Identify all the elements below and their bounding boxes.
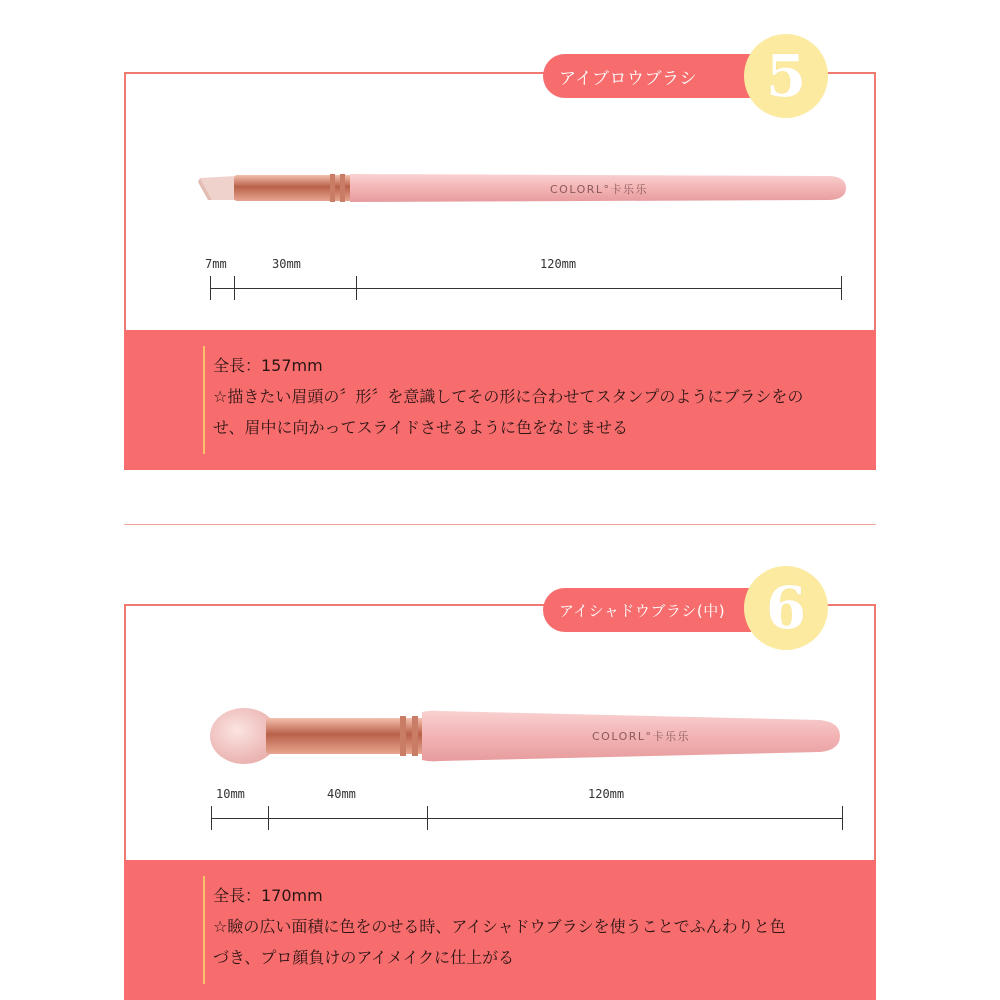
section5-description-line1: ☆描きたい眉頭の〞形〞を意識してその形に合わせてスタンプのようにブラシをの [213,387,804,406]
section6-measure-2: 40mm [327,787,356,801]
section6-tick [427,806,428,830]
section6-brand: COLORL°卡乐乐 [592,730,691,743]
section5-tick [210,276,211,300]
section6-description-line1: ☆瞼の広い面積に色をのせる時、アイシャドウブラシを使うことでふんわりと色 [213,917,786,936]
section6-description-rule [203,876,205,984]
section6-measure-3: 120mm [588,787,625,801]
section5-tick [841,276,842,300]
section5-description-line2: せ、眉中に向かってスライドさせるように色をなじませる [213,418,629,437]
section6-title-text: アイシャドウブラシ(中) [559,601,726,620]
section5-measure-3: 120mm [540,257,577,271]
section5-title [543,54,773,98]
section5-tick [234,276,235,300]
section5-tick [356,276,357,300]
section6-frame-left [124,604,126,864]
section6-total-length: 全長：170mm [213,886,323,905]
section5-measure-2: 30mm [272,257,301,271]
section5-brand: COLORL°卡乐乐 [550,183,649,196]
section5-frame-right [874,72,876,332]
section6-tick [842,806,843,830]
section6-tick [211,806,212,830]
section6-description-line2: づき、プロ顔負けのアイメイクに仕上がる [213,948,515,967]
section5-title-text: アイブロウブラシ [559,68,697,89]
section5-frame-left [124,72,126,332]
section5-number: 5 [765,42,807,110]
section-divider [124,524,876,525]
section5-measure-1: 7mm [205,257,227,271]
section6-number: 6 [765,574,807,642]
section6-title [543,588,773,632]
eyebrow-brush-image [190,160,860,220]
section6-tick [268,806,269,830]
eyeshadow-brush-image [200,700,860,772]
section5-description [213,350,873,443]
section6-measure-1: 10mm [216,787,245,801]
section6-measure-line [211,818,843,819]
section6-number-badge [744,566,828,650]
section5-description-rule [203,346,205,454]
section5-number-badge [744,34,828,118]
section6-description [213,880,873,973]
section5-total-length: 全長：157mm [213,356,323,375]
section6-frame-right [874,604,876,864]
section5-measure-line [210,288,842,289]
